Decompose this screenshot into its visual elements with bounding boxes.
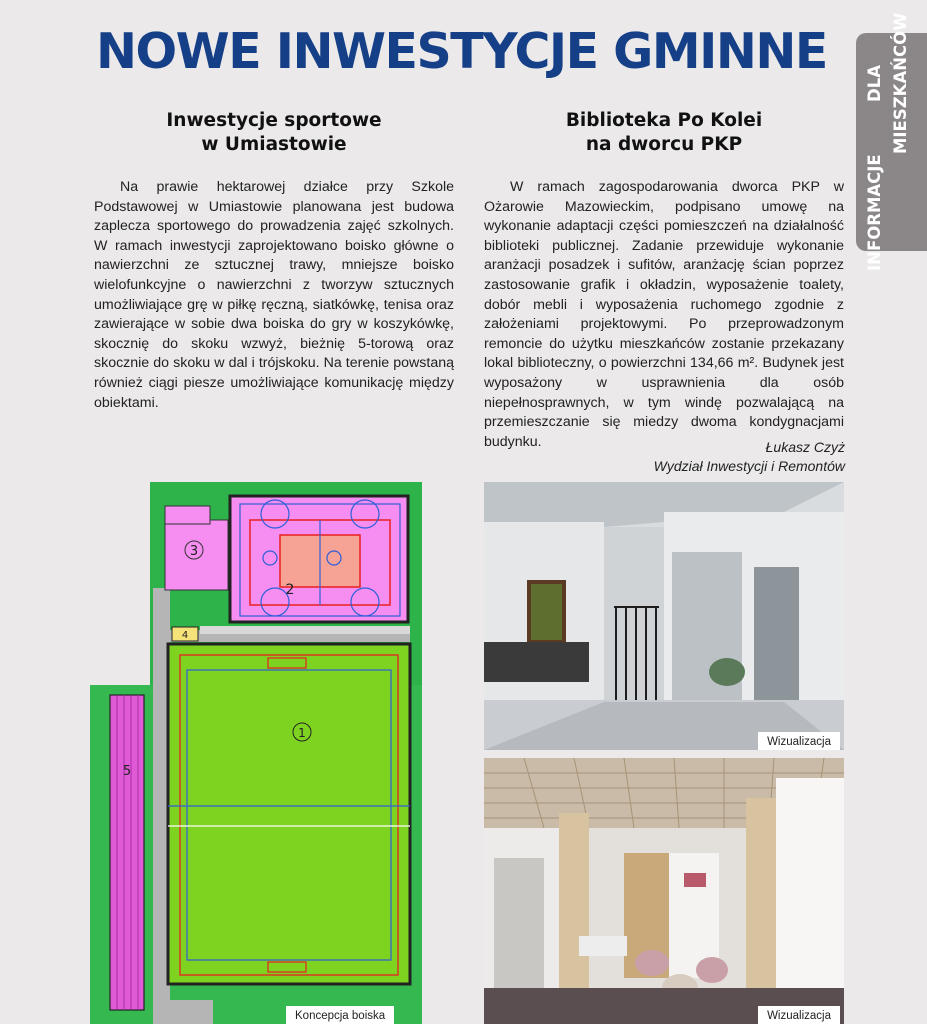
left-heading-line-1: Inwestycje sportowe [166, 110, 382, 131]
left-article-body: Na prawie hektarowej działce przy Szkole Podstawowej w Umiastowie planowana jest budowa zaplecza sportowego do prowadzenia zajęć szkolnych. W ramach inwestycji zaprojektowano boisko główne o nawierzchni ze sztucznej trawy, mniejsze boisko wielofunkcyjne o nawierzchni z tworzyw sztucznych umożliwiające grę w piłkę ręczną, siatkówkę, tenisa oraz zawierające w sobie dwa boiska do gry w koszykówkę, skocznię do skoku wzwyż, bieżnię 5-torową oraz skocznie do skoku w dal i trójskoku. Na terenie powstaną również ciągi piesze umożliwiające komunikację między obiektami. [94, 179, 454, 411]
library-visualization-hallway [484, 482, 844, 750]
right-article-body: W ramach zagospodarowania dworca PKP w Ożarowie Mazowieckim, podpisano umowę na wykonanie adaptacji części pomieszczeń na działalność biblioteki publicznej. Zadanie przewiduje wykonanie aranżacji posadzek i sufitów, aranżację ścian poprzez zastosowanie grafik i okładzin, wyposażenie toalety, dobór mebli i wyposażenia ruchomego zgodnie z założeniami projektowymi. Po przeprowadzonym remoncie do użytku mieszkańców zostanie przekazany lokal biblioteczny, o powierzchni 134,66 m². Budynek jest wyposażony w usprawnienia dla osób niepełnosprawnych, w tym windę pozwalającą na przemieszczanie się miedzy dwoma kondygnacjami budynku. [484, 179, 844, 450]
right-article-heading [484, 109, 844, 157]
plan-label-1: 1 [298, 726, 306, 740]
plan-label-2: 2 [285, 582, 295, 598]
visualization-caption-1: Wizualizacja [758, 732, 840, 750]
library-visualization-reading-room [484, 758, 844, 1024]
visualization-caption-2: Wizualizacja [758, 1006, 840, 1024]
plan-label-5: 5 [122, 764, 132, 779]
sports-field-plan-drawing [90, 480, 422, 1024]
plan-caption: Koncepcja boiska [286, 1006, 394, 1024]
plan-label-4: 4 [181, 630, 189, 641]
section-tab-line-1: INFORMACJE [865, 154, 884, 272]
reading-room-render [484, 758, 844, 1024]
page-title: NOWE INWESTYCJE GMINNE [96, 23, 827, 80]
author-department: Wydział Inwestycji i Remontów [653, 458, 845, 474]
section-tab [856, 12, 927, 272]
article-signature [654, 438, 845, 476]
right-heading-line-2: na dworcu PKP [585, 134, 743, 155]
plan-label-3: 3 [189, 544, 199, 559]
section-tab-line-2: DLA MIESZKAŃCÓW [865, 12, 910, 155]
left-article-heading [94, 109, 454, 157]
left-heading-line-2: w Umiastowie [201, 134, 347, 155]
hallway-render [484, 482, 844, 750]
right-heading-line-1: Biblioteka Po Kolei [565, 110, 763, 131]
sports-field-plan [90, 480, 422, 1024]
author-name: Łukasz Czyż [765, 439, 845, 455]
